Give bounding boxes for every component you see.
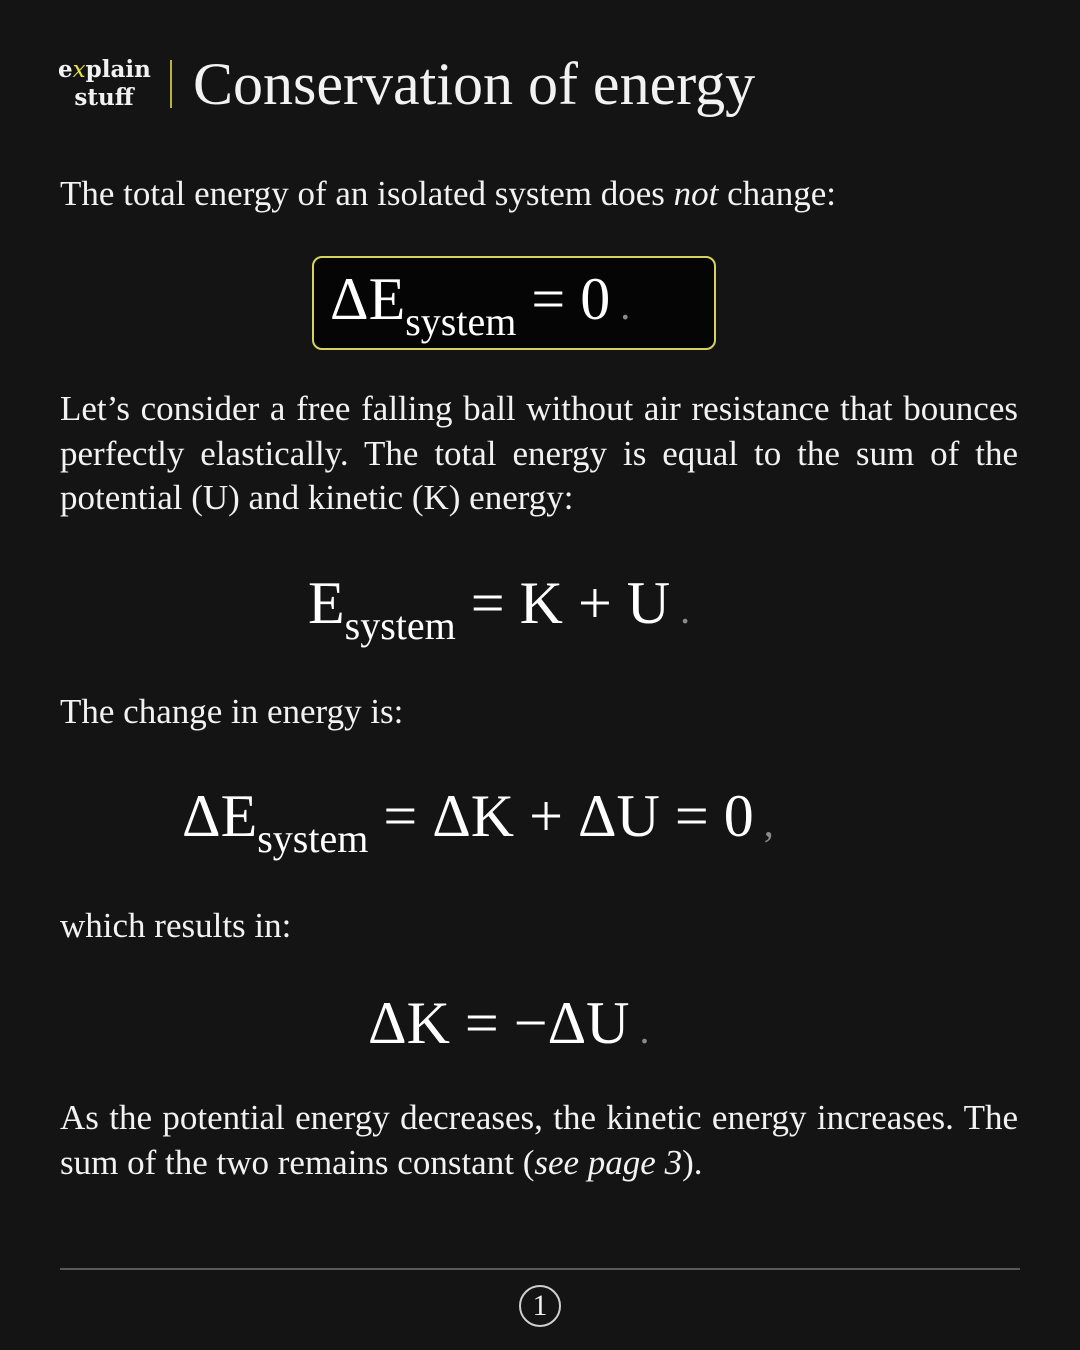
footer-divider (60, 1268, 1020, 1270)
emphasis-not: not (673, 174, 719, 213)
conclusion-paragraph: As the potential energy decreases, the kinetic energy increases. The sum of the two remains constant (see page 3). (60, 1098, 1018, 1182)
results-paragraph: which results in: (60, 906, 292, 945)
change-paragraph: The change in energy is: (60, 692, 404, 731)
logo-line-1: explain (58, 56, 151, 83)
brand-logo (58, 56, 150, 112)
intro-paragraph: The total energy of an isolated system does not change: (60, 174, 836, 213)
logo-divider (170, 60, 172, 108)
see-page-reference: see page 3 (534, 1142, 683, 1182)
page-number: 1 (519, 1285, 561, 1327)
ball-paragraph: Let’s consider a free falling ball without air resistance that bounces perfectly elastically. The total energy is equal to the sum of the potential (U) and kinetic (K) energy: (60, 389, 1018, 517)
equation-delta-e-zero: $\Delta E_{system} = 0$ . (330, 266, 631, 344)
logo-line-2: stuff (74, 84, 134, 111)
page-title: Conservation of energy (193, 51, 756, 117)
equation-change-in-energy: $\Delta E_{system} = \Delta K + \Delta U = 0$ , (182, 783, 774, 861)
equation-delta-k: ΔK = −ΔU . (368, 990, 650, 1056)
equation-energy-sum: $E_{system} = K + U$ . (308, 570, 691, 648)
